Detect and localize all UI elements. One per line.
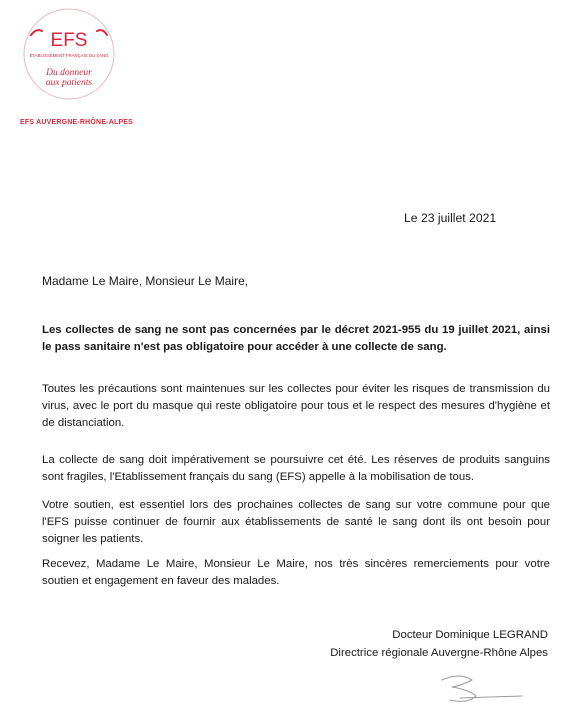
region-header: EFS AUVERGNE-RHÔNE-ALPES <box>20 119 134 126</box>
logo-name: ÉTABLISSEMENT FRANÇAIS DU SANG <box>29 53 109 58</box>
handwritten-signature <box>430 668 530 710</box>
letter-salutation: Madame Le Maire, Monsieur Le Maire, <box>42 274 249 288</box>
letter-paragraph: Les collectes de sang ne sont pas concernées par le décret 2021-955 du 19 juillet 2021, ainsi le pass sanitaire n'est pas obligatoire pour accéder à une collecte de sang. <box>42 324 550 353</box>
letter-paragraph: Toutes les précautions sont maintenues sur les collectes pour éviter les risques de transmission du virus, avec le port du masque qui reste obligatoire pour tous et le respect des mesures d'hygiène et de distanciation. <box>42 383 550 429</box>
letter-paragraph: Recevez, Madame Le Maire, Monsieur Le Maire, nos très sincères remerciements pour votre soutien et engagement en faveur des malades. <box>42 558 550 587</box>
efs-logo <box>14 6 124 102</box>
letter-paragraph: Votre soutien, est essentiel lors des prochaines collectes de sang sur votre commune pour que l'EFS puisse continuer de fournir aux établissements de santé le sang dont ils ont besoin pour soigner les patients. <box>42 499 550 545</box>
letter-date: Le 23 juillet 2021 <box>404 211 497 225</box>
signatory-title: Directrice régionale Auvergne-Rhône Alpes <box>330 647 548 659</box>
logo-acronym: EFS <box>50 30 88 51</box>
letter-paragraph: La collecte de sang doit impérativement se poursuivre cet été. Les réserves de produits sanguins sont fragiles, l'Etablissement français du sang (EFS) appelle à la mobilisation de tous. <box>42 454 550 483</box>
logo-tagline-line1: Du donneur <box>46 68 92 78</box>
signatory-name: Docteur Dominique LEGRAND <box>392 629 548 641</box>
logo-tagline-line2: aux patients <box>45 78 93 88</box>
